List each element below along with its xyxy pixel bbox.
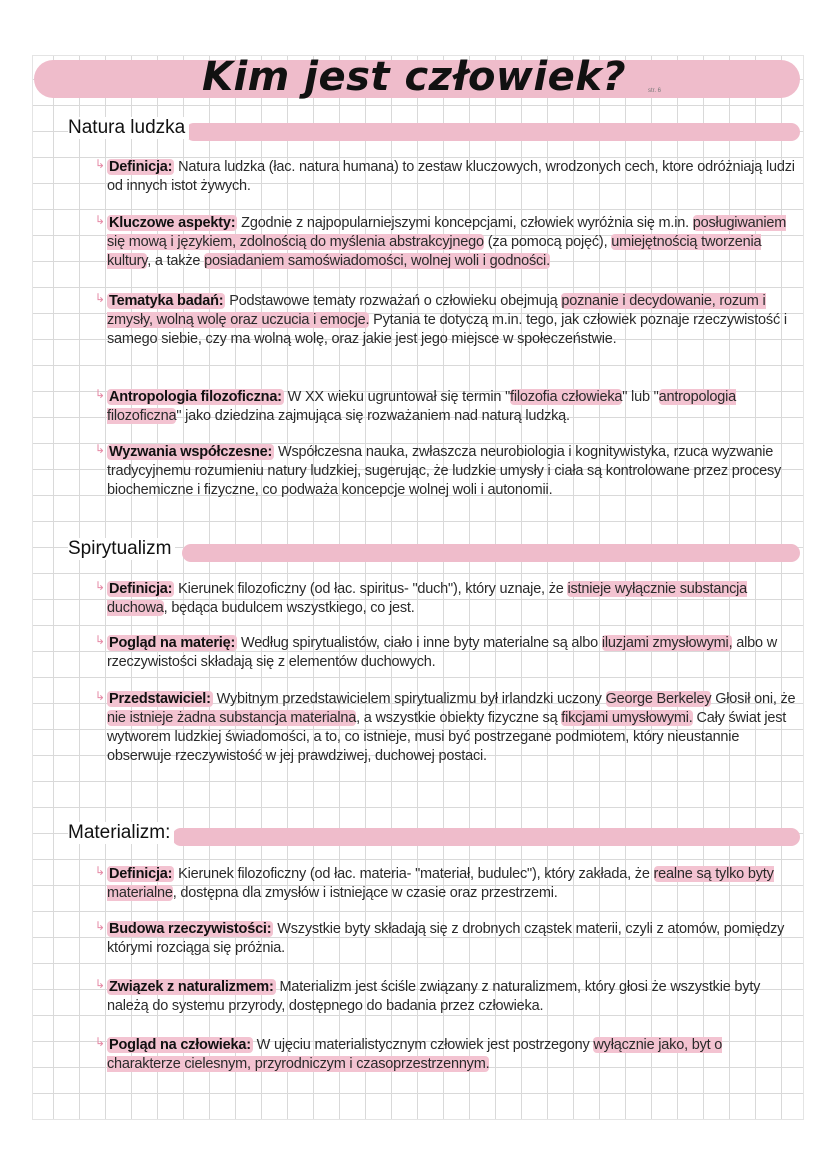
arrow-bullet-icon: ↳ bbox=[95, 291, 105, 305]
page-number: str. 6 bbox=[648, 88, 662, 94]
body-text: Wszystkie byty składają się z drobnych cząstek materii, czyli z atomów, pomiędzy którymi rozciąga się próżnia. bbox=[107, 921, 785, 956]
body-text: Pytania te dotyczą m.in. tego, jak człowiek poznaje rzeczywistość i samego siebie, czy ma wolną wolę, oraz jakie jest jego miejsce w społeczeństwie. bbox=[107, 312, 787, 347]
arrow-bullet-icon: ↳ bbox=[95, 213, 105, 227]
item-label: Pogląd na materię: bbox=[109, 635, 236, 651]
body-text: , a wszystkie obiekty fizyczne są bbox=[356, 710, 562, 726]
body-text: Kierunek filozoficzny (od łac. spiritus- "duch"), który uznaje, że bbox=[174, 581, 568, 597]
body-text: Podstawowe tematy rozważań o człowieku obejmują bbox=[225, 293, 562, 309]
item-label: Przedstawiciel: bbox=[109, 691, 211, 707]
note-item bbox=[95, 864, 797, 903]
arrow-bullet-icon: ↳ bbox=[95, 864, 105, 878]
note-item bbox=[95, 633, 797, 672]
highlighted-text: iluzjami zmysłowymi, bbox=[601, 635, 733, 651]
body-text: Głosił oni, że bbox=[711, 691, 796, 707]
highlighted-text: posługiwaniem się mową i językiem, zdolnością do myślenia abstrakcyjnego bbox=[107, 215, 787, 250]
highlighted-text: George Berkeley bbox=[605, 691, 712, 707]
item-label: Tematyka badań: bbox=[109, 293, 224, 309]
arrow-bullet-icon: ↳ bbox=[95, 633, 105, 647]
body-text: Natura ludzka (łac. natura humana) to zestaw kluczowych, wrodzonych cech, ktore odróżniają ludzi od innych istot żywych. bbox=[107, 159, 795, 194]
item-label: Antropologia filozoficzna: bbox=[109, 389, 282, 405]
heading-highlight-bar bbox=[182, 544, 800, 562]
highlighted-text: antropologia filozoficzna bbox=[107, 389, 737, 424]
highlighted-text: nie istnieje żadna substancja materialna bbox=[107, 710, 357, 726]
highlighted-text: realne są tylko byty materialne bbox=[107, 866, 774, 901]
note-item bbox=[95, 157, 797, 196]
body-text: Zgodnie z najpopularniejszymi koncepcjami, człowiek wyróżnia się m.in. bbox=[237, 215, 693, 231]
page-title: Kim jest człowiek? bbox=[201, 54, 627, 100]
body-text: Kierunek filozoficzny (od łac. materia- "materiał, budulec"), który zakłada, że bbox=[174, 866, 654, 882]
note-item bbox=[95, 579, 797, 618]
item-label: Definicja: bbox=[109, 581, 173, 597]
body-text: albo w rzeczywistości składają się z elementów duchowych. bbox=[107, 635, 777, 670]
item-label: Budowa rzeczywistości: bbox=[109, 921, 272, 937]
section-heading: Spirytualizm bbox=[68, 538, 175, 560]
note-item bbox=[95, 442, 797, 500]
arrow-bullet-icon: ↳ bbox=[95, 689, 105, 703]
arrow-bullet-icon: ↳ bbox=[95, 579, 105, 593]
highlighted-text: umiejętnością tworzenia kultury bbox=[107, 234, 762, 269]
section-heading: Natura ludzka bbox=[68, 117, 189, 139]
note-item bbox=[95, 1035, 797, 1074]
arrow-bullet-icon: ↳ bbox=[95, 387, 105, 401]
item-label: Kluczowe aspekty: bbox=[109, 215, 236, 231]
body-text: , będąca budulcem wszystkiego, co jest. bbox=[163, 600, 415, 616]
item-label: Związek z naturalizmem: bbox=[109, 979, 274, 995]
arrow-bullet-icon: ↳ bbox=[95, 1035, 105, 1049]
note-item bbox=[95, 213, 797, 271]
item-label: Definicja: bbox=[109, 866, 173, 882]
note-item bbox=[95, 977, 797, 1016]
highlighted-text: fikcjami umysłowymi. bbox=[561, 710, 693, 726]
highlighted-text: poznanie i decydowanie, rozum i zmysły, wolną wolę oraz uczucia i emocje. bbox=[107, 293, 766, 328]
highlighted-text: posiadaniem samoświadomości, wolnej woli i godności. bbox=[204, 253, 550, 269]
item-label: Pogląd na człowieka: bbox=[109, 1037, 251, 1053]
note-item bbox=[95, 387, 797, 426]
arrow-bullet-icon: ↳ bbox=[95, 919, 105, 933]
body-text: Według spirytualistów, ciało i inne byty materialne są albo bbox=[237, 635, 602, 651]
highlighted-text: istnieje wyłącznie substancja duchowa bbox=[107, 581, 748, 616]
body-text: W ujęciu materialistycznym człowiek jest postrzegony bbox=[252, 1037, 594, 1053]
item-label: Definicja: bbox=[109, 159, 173, 175]
heading-highlight-bar bbox=[172, 828, 800, 846]
body-text: Cały świat jest wytworem ludzkiej świadomości, a to, co istnieje, musi być postrzegane podmiotem, który nieustannie obserwuje rzeczywistość w jej prawdziwej, duchowej postaci. bbox=[107, 710, 787, 764]
heading-highlight-bar bbox=[185, 123, 800, 141]
highlighted-text: filozofia człowieka bbox=[510, 389, 623, 405]
note-item bbox=[95, 919, 797, 958]
body-text: , a także bbox=[147, 253, 205, 269]
section-heading: Materializm: bbox=[68, 822, 174, 844]
body-text: Materializm jest ściśle związany z naturalizmem, który głosi że wszystkie byty należą do systemu przyrody, dostępnego do badania przez człowieka. bbox=[107, 979, 761, 1014]
arrow-bullet-icon: ↳ bbox=[95, 442, 105, 456]
arrow-bullet-icon: ↳ bbox=[95, 157, 105, 171]
item-label: Wyzwania współczesne: bbox=[109, 444, 273, 460]
body-text: (za pomocą pojęć), bbox=[483, 234, 612, 250]
note-item bbox=[95, 689, 797, 766]
body-text: Wybitnym przedstawicielem spirytualizmu był irlandzki uczony bbox=[212, 691, 606, 707]
note-item bbox=[95, 291, 797, 349]
body-text: , dostępna dla zmysłów i istniejące w czasie oraz przestrzemi. bbox=[172, 885, 558, 901]
highlighted-text: wyłącznie jako, byt o charakterze cielesnym, przyrodniczym i czasoprzestrzennym. bbox=[107, 1037, 723, 1072]
body-text: " lub " bbox=[622, 389, 659, 405]
body-text: Współczesna nauka, zwłaszcza neurobiologia i kognitywistyka, rzuca wyzwanie tradycyjnemu rozumieniu natury ludzkiej, sugerując, że ludzkie umysły i ciała są kontrolowane przez procesy biochemiczne i fizyczne, co podważa koncepcje wolnej woli i autonomii. bbox=[107, 444, 782, 498]
arrow-bullet-icon: ↳ bbox=[95, 977, 105, 991]
body-text: W XX wieku ugruntował się termin " bbox=[283, 389, 511, 405]
body-text: " jako dziedzina zajmująca się rozważaniem nad naturą ludzką. bbox=[176, 408, 570, 424]
